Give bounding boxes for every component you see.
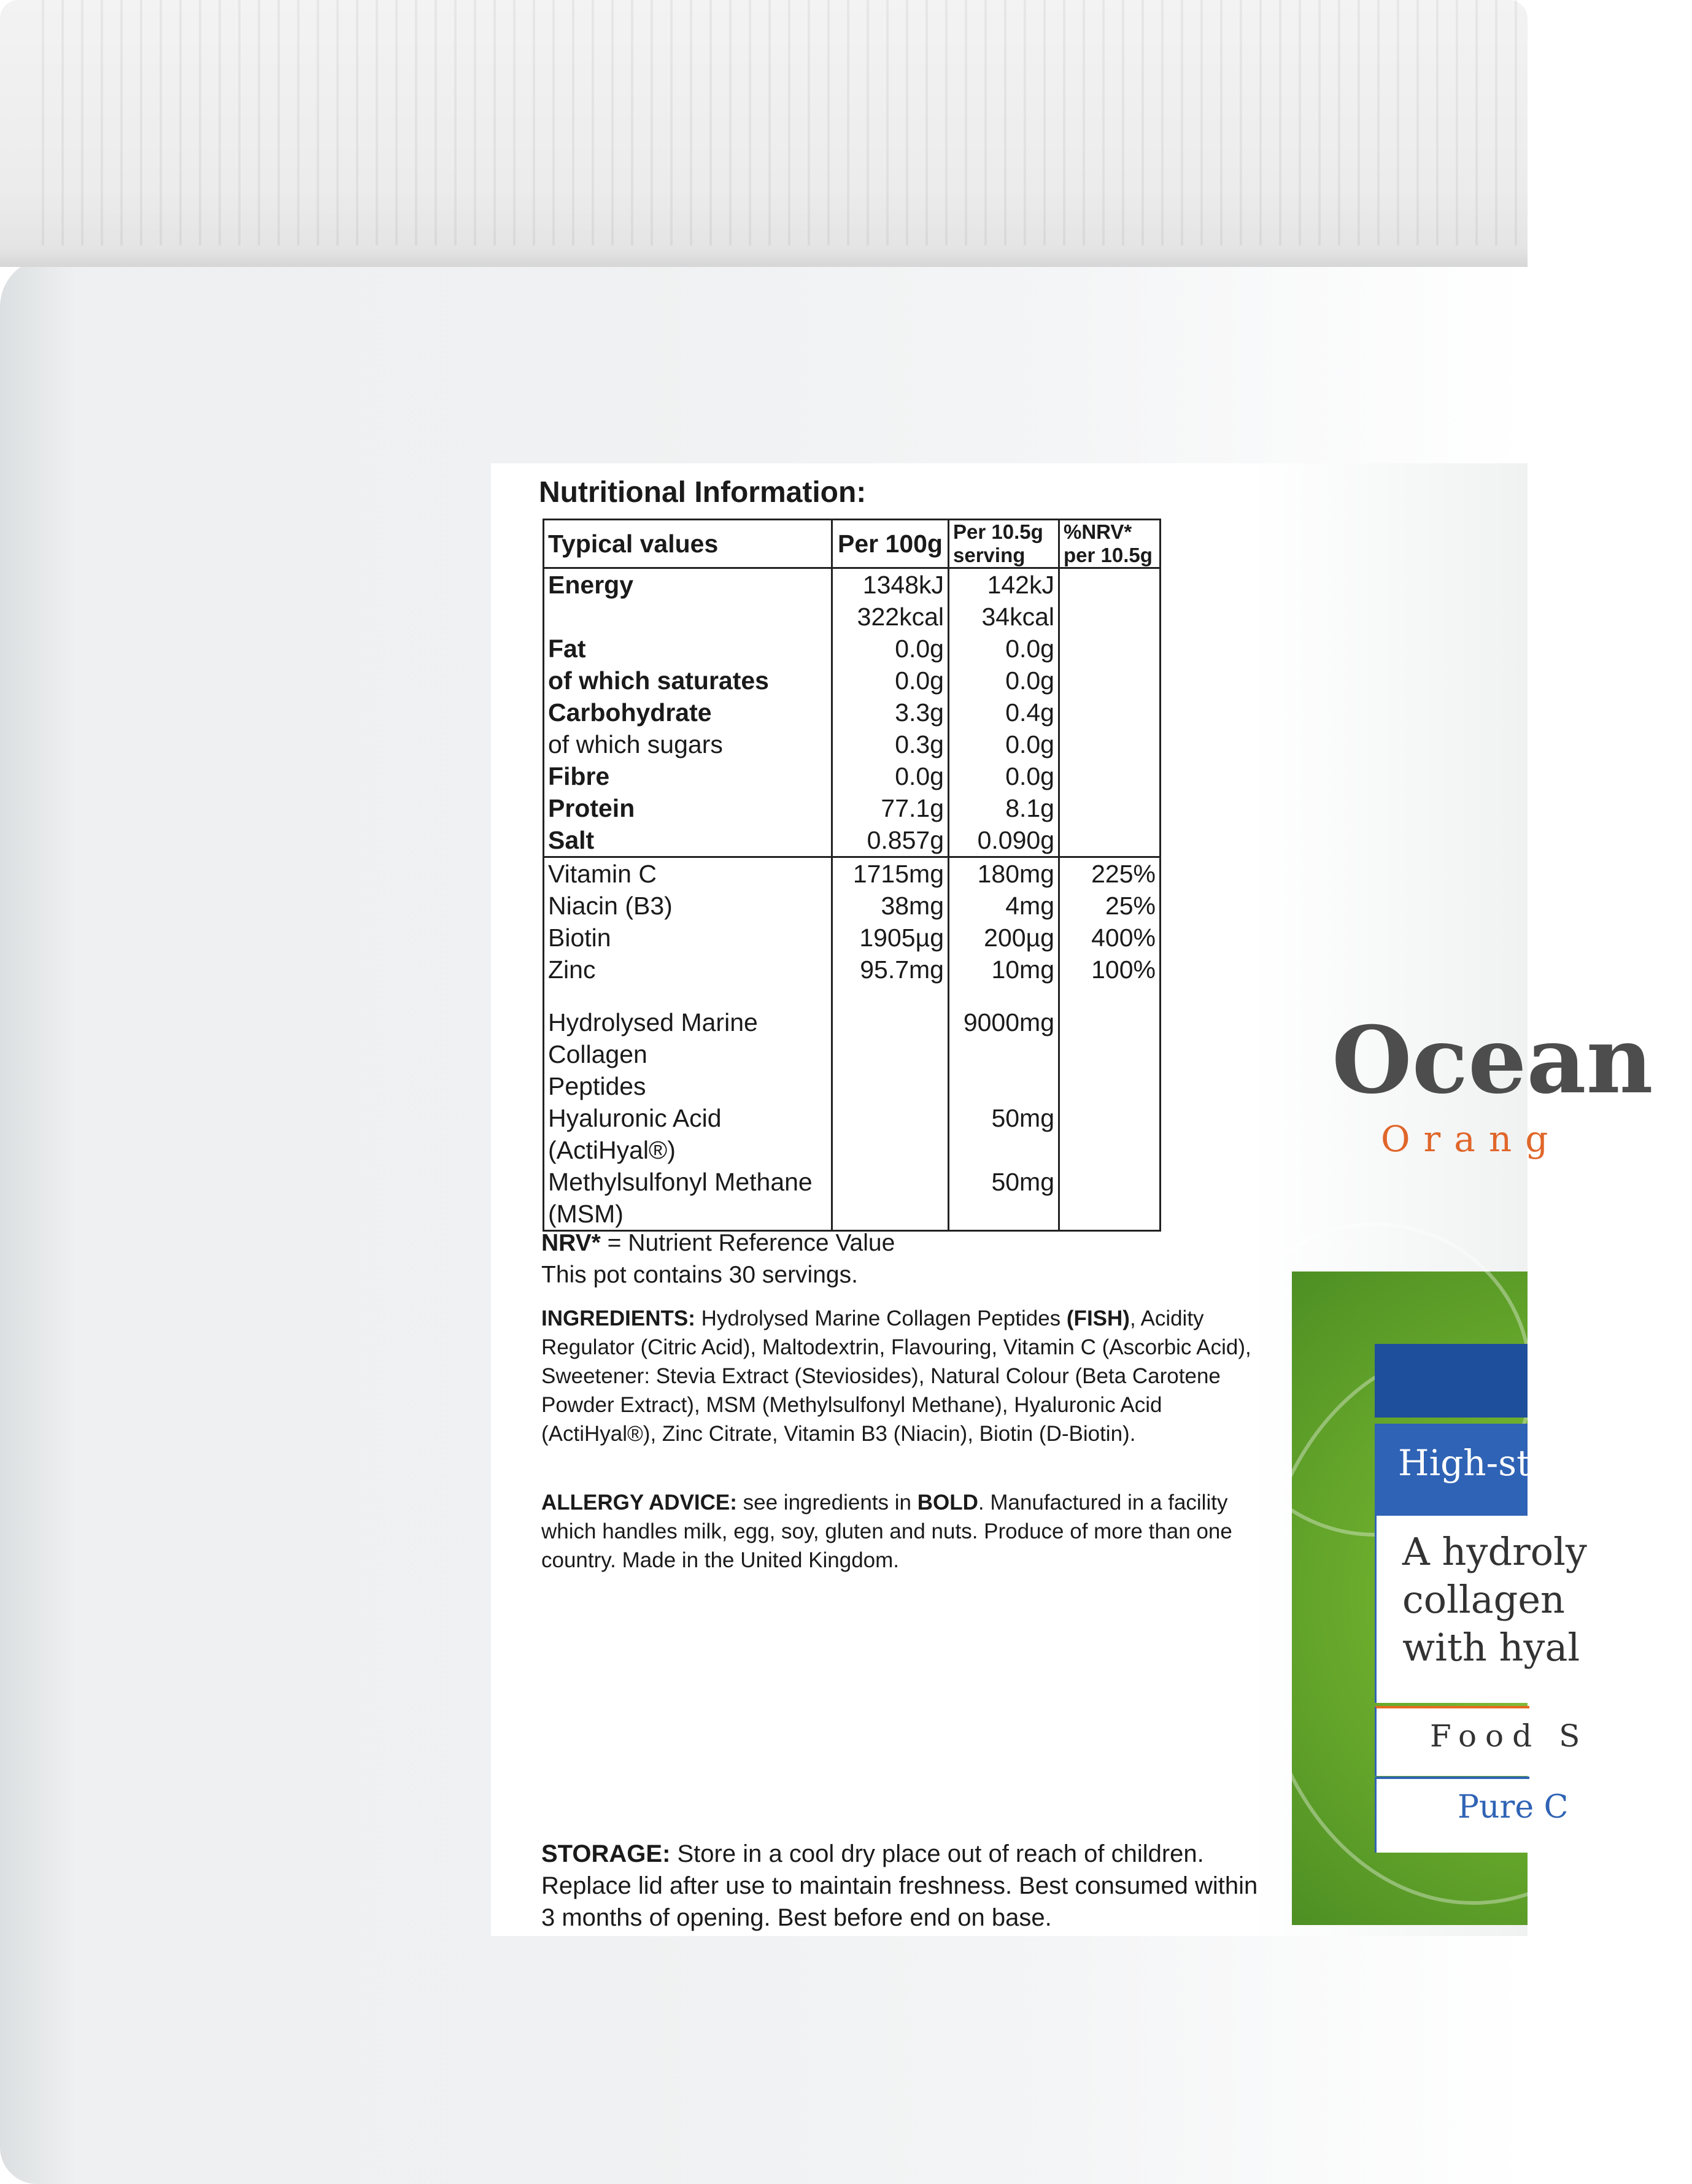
nutrient-serving: 34kcal bbox=[949, 601, 1059, 633]
nutrient-serving: 0.0g bbox=[949, 665, 1059, 696]
nutrition-title: Nutritional Information: bbox=[539, 476, 867, 509]
nutrient-row bbox=[544, 696, 1161, 728]
vitamin-label: Niacin (B3) bbox=[544, 890, 832, 922]
header-typical: Typical values bbox=[544, 520, 832, 568]
food-supplement-text: Food S bbox=[1430, 1718, 1589, 1754]
ingredients-allergen: (FISH) bbox=[1066, 1306, 1130, 1330]
active-serving: 50mg bbox=[949, 1166, 1059, 1231]
vitamin-row bbox=[544, 890, 1161, 922]
container-lid bbox=[0, 0, 1528, 267]
nutrient-row bbox=[544, 568, 1161, 601]
nrv-text: = Nutrient Reference Value bbox=[600, 1230, 895, 1256]
active-label bbox=[544, 1166, 832, 1231]
active-label-line: (MSM) bbox=[548, 1200, 624, 1228]
header-serving bbox=[949, 520, 1059, 568]
nutrient-per100: 0.0g bbox=[832, 633, 949, 665]
nrv-definition bbox=[541, 1227, 895, 1259]
table-header-row bbox=[544, 520, 1161, 568]
active-label-line: Hyaluronic Acid (ActiHyal®) bbox=[548, 1104, 722, 1164]
active-label bbox=[544, 1006, 832, 1102]
ingredients-heading: INGREDIENTS: bbox=[541, 1306, 695, 1330]
nutrient-per100: 1348kJ bbox=[832, 568, 949, 601]
nutrient-row bbox=[544, 792, 1161, 824]
nutrient-nrv bbox=[1059, 568, 1161, 601]
nutrient-row bbox=[544, 601, 1161, 633]
vitamin-row bbox=[544, 857, 1161, 890]
nutrient-row bbox=[544, 824, 1161, 857]
nutrient-label: Carbohydrate bbox=[544, 696, 832, 728]
nutrient-label: of which saturates bbox=[544, 665, 832, 696]
nutrient-nrv bbox=[1059, 601, 1161, 633]
allergy-text-a: see ingredients in bbox=[736, 1491, 917, 1515]
nutrient-nrv bbox=[1059, 760, 1161, 792]
nutrient-label: Salt bbox=[544, 824, 832, 857]
header-nrv bbox=[1059, 520, 1161, 568]
active-nrv bbox=[1059, 1102, 1161, 1166]
nutrient-per100: 322kcal bbox=[832, 601, 949, 633]
vitamin-row bbox=[544, 922, 1161, 954]
allergy-bold-word: BOLD bbox=[917, 1491, 978, 1515]
nutrient-serving: 0.4g bbox=[949, 696, 1059, 728]
nutrient-row bbox=[544, 728, 1161, 760]
active-per100 bbox=[832, 1166, 949, 1231]
allergy-heading: ALLERGY ADVICE: bbox=[541, 1491, 737, 1515]
active-label-line: Methylsulfonyl Methane bbox=[548, 1168, 813, 1196]
active-nrv bbox=[1059, 1166, 1161, 1231]
nutrient-serving: 0.0g bbox=[949, 633, 1059, 665]
nutrient-nrv bbox=[1059, 728, 1161, 760]
allergy-block bbox=[541, 1488, 1259, 1575]
active-label bbox=[544, 1102, 832, 1166]
ingredients-text-a: Hydrolysed Marine Collagen Peptides bbox=[695, 1306, 1067, 1330]
active-ingredient-row bbox=[544, 1006, 1161, 1102]
nutrient-per100: 0.0g bbox=[832, 760, 949, 792]
storage-text: Store in a cool dry place out of reach of children. Replace lid after use to maintain freshness. Best consumed within 3 months of opening. Best before end on base. bbox=[541, 1840, 1258, 1931]
lid-rim bbox=[0, 249, 1528, 267]
header-nrv-line1: %NRV* bbox=[1064, 520, 1132, 543]
servings-note: This pot contains 30 servings. bbox=[541, 1262, 858, 1288]
active-per100 bbox=[832, 1006, 949, 1102]
allergy-text-b: . Manufactured in a facility which handles milk, egg, soy, gluten and nuts. Produce of more than one country. Made in the United Kingdom. bbox=[541, 1491, 1232, 1572]
nutrient-per100: 0.3g bbox=[832, 728, 949, 760]
nutrient-nrv bbox=[1059, 665, 1161, 696]
nutrient-serving: 0.0g bbox=[949, 760, 1059, 792]
pure-text: Pure C bbox=[1458, 1789, 1569, 1826]
vitamin-nrv: 100% bbox=[1059, 954, 1161, 986]
vitamin-label: Biotin bbox=[544, 922, 832, 954]
vitamin-serving: 4mg bbox=[949, 890, 1059, 922]
nutrient-label: Fat bbox=[544, 633, 832, 665]
storage-block bbox=[541, 1838, 1259, 1934]
banner-text: High-stre bbox=[1398, 1442, 1569, 1484]
vitamin-per100: 1715mg bbox=[832, 857, 949, 890]
active-label-line: Hydrolysed Marine Collagen bbox=[548, 1008, 758, 1068]
vitamin-label: Zinc bbox=[544, 954, 832, 986]
active-nrv bbox=[1059, 1006, 1161, 1102]
active-ingredient-row bbox=[544, 1166, 1161, 1231]
description-line: A hydroly bbox=[1402, 1529, 1587, 1574]
nutrition-table bbox=[543, 519, 1161, 1232]
header-nrv-line2: per 10.5g bbox=[1064, 544, 1153, 566]
nutrient-serving: 0.0g bbox=[949, 728, 1059, 760]
active-serving: 50mg bbox=[949, 1102, 1059, 1166]
vitamin-serving: 180mg bbox=[949, 857, 1059, 890]
header-serving-line1: Per 10.5g bbox=[953, 520, 1043, 543]
nrv-abbrev: NRV* bbox=[541, 1230, 601, 1256]
nutrient-row bbox=[544, 633, 1161, 665]
description-line: with hyal bbox=[1402, 1625, 1580, 1670]
active-serving: 9000mg bbox=[949, 1006, 1059, 1102]
nutrient-label: Fibre bbox=[544, 760, 832, 792]
nutrient-label: of which sugars bbox=[544, 728, 832, 760]
spacer-row bbox=[544, 986, 1161, 1006]
active-label-line: Peptides bbox=[548, 1072, 646, 1100]
nutrient-row bbox=[544, 665, 1161, 696]
active-per100 bbox=[832, 1102, 949, 1166]
nutrient-per100: 77.1g bbox=[832, 792, 949, 824]
vitamin-per100: 95.7mg bbox=[832, 954, 949, 986]
brand-name: Ocean bbox=[1332, 1006, 1653, 1114]
nutrient-nrv bbox=[1059, 792, 1161, 824]
lid-ridges bbox=[25, 0, 1528, 245]
vitamin-nrv: 400% bbox=[1059, 922, 1161, 954]
nutrient-nrv bbox=[1059, 696, 1161, 728]
vitamin-per100: 1905µg bbox=[832, 922, 949, 954]
nrv-notes bbox=[541, 1227, 895, 1291]
vitamin-serving: 200µg bbox=[949, 922, 1059, 954]
ingredients-block bbox=[541, 1304, 1259, 1448]
nutrient-nrv bbox=[1059, 633, 1161, 665]
ingredients-text-b: , Acidity Regulator (Citric Acid), Maltodextrin, Flavouring, Vitamin C (Ascorbic Acid), Sweetener: Stevia Extract (Steviosides), Natural Colour (Beta Carotene Powder Extract), MSM (Methylsulfonyl Methane), Hyaluronic Acid (ActiHyal®), Zinc Citrate, Vitamin B3 (Niacin), Biotin (D-Biotin). bbox=[541, 1306, 1251, 1446]
nutrient-row bbox=[544, 760, 1161, 792]
nutrient-serving: 8.1g bbox=[949, 792, 1059, 824]
nutrient-nrv bbox=[1059, 824, 1161, 857]
vitamin-nrv: 225% bbox=[1059, 857, 1161, 890]
nutrient-serving: 0.090g bbox=[949, 824, 1059, 857]
vitamin-per100: 38mg bbox=[832, 890, 949, 922]
description-line: collagen bbox=[1402, 1577, 1565, 1622]
nutrient-label: Energy bbox=[544, 568, 832, 601]
storage-heading: STORAGE: bbox=[541, 1840, 671, 1867]
header-per100: Per 100g bbox=[832, 520, 949, 568]
active-ingredient-row bbox=[544, 1102, 1161, 1166]
nutrient-serving: 142kJ bbox=[949, 568, 1059, 601]
nutrient-per100: 0.857g bbox=[832, 824, 949, 857]
header-serving-line2: serving bbox=[953, 544, 1026, 566]
vitamin-nrv: 25% bbox=[1059, 890, 1161, 922]
flavour-name: Orang bbox=[1381, 1118, 1562, 1160]
vitamin-label: Vitamin C bbox=[544, 857, 832, 890]
nutrient-label bbox=[544, 601, 832, 633]
description-text bbox=[1402, 1528, 1587, 1672]
vitamin-serving: 10mg bbox=[949, 954, 1059, 986]
nutrient-per100: 0.0g bbox=[832, 665, 949, 696]
nutrient-per100: 3.3g bbox=[832, 696, 949, 728]
blue-header-band bbox=[1375, 1344, 1528, 1418]
nutrient-label: Protein bbox=[544, 792, 832, 824]
vitamin-row bbox=[544, 954, 1161, 986]
